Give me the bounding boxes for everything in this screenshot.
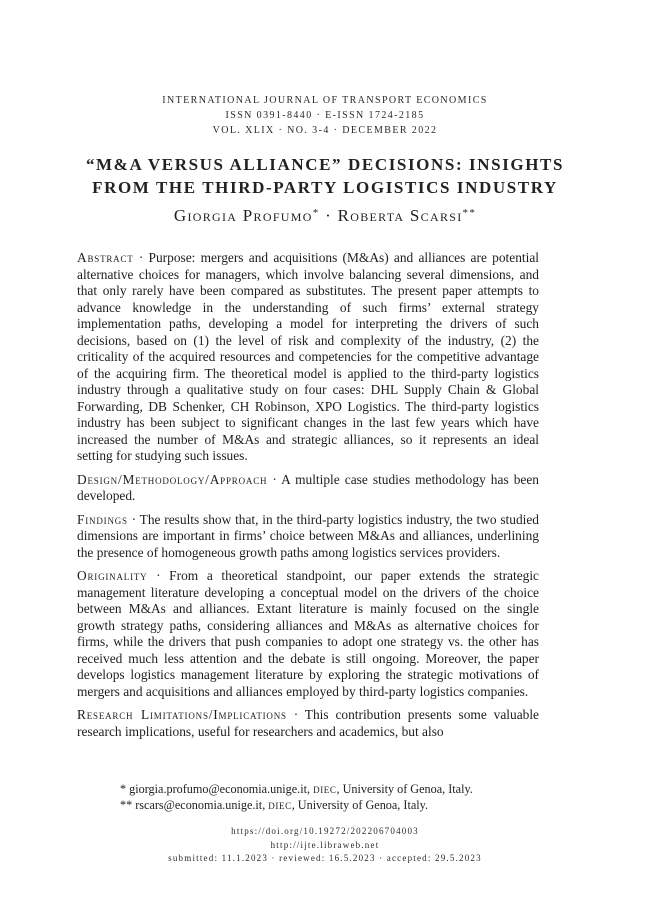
design-label: Design/Methodology/Approach	[77, 471, 268, 487]
originality-paragraph	[77, 568, 539, 700]
page-footer	[0, 825, 650, 866]
footnote-2-email: rscars@economia.unige.it,	[132, 798, 269, 812]
design-paragraph	[77, 472, 539, 505]
findings-label: Findings	[77, 511, 128, 527]
footnote-1-dept: diec	[313, 782, 337, 796]
footnote-2-affiliation: , University of Genoa, Italy.	[291, 798, 428, 812]
title-line-1: “M&A VERSUS ALLIANCE” DECISIONS: INSIGHTS	[85, 155, 565, 174]
limitations-paragraph	[77, 707, 539, 740]
author-mark-2: **	[462, 207, 477, 219]
author-name-2: Roberta Scarsi	[337, 206, 463, 225]
author-mark-1: *	[312, 207, 320, 219]
journal-header	[0, 93, 650, 138]
design-text: · A multiple case studies methodology has been developed.	[77, 471, 539, 503]
submission-dates: submitted: 11.1.2023 · reviewed: 16.5.2023 · accepted: 29.5.2023	[168, 853, 482, 863]
title-line-2: FROM THE THIRD-PARTY LOGISTICS INDUSTRY	[92, 178, 558, 197]
journal-name: INTERNATIONAL JOURNAL OF TRANSPORT ECONOMICS	[162, 95, 488, 106]
footnote-1-mark: *	[120, 782, 127, 796]
findings-text: · The results show that, in the third-party logistics industry, the two studied dimensions are important in firms’ choice between M&As and alliances, underlining the presence of homogeneous growth paths among logistics services providers.	[77, 511, 539, 560]
website-link[interactable]: http://ijte.libraweb.net	[270, 839, 380, 850]
journal-volume: VOL. XLIX · NO. 3-4 · DECEMBER 2022	[212, 125, 438, 136]
author-line	[0, 206, 650, 226]
footnote-2-mark: **	[120, 798, 133, 812]
abstract-paragraph	[77, 250, 539, 465]
limitations-label: Research Limitations/Implications	[77, 707, 287, 722]
findings-paragraph	[77, 512, 539, 562]
footnote-1	[120, 781, 540, 797]
doi-link[interactable]: https://doi.org/10.19272/202206704003	[231, 826, 419, 836]
footnote-1-email: giorgia.profumo@economia.unige.it,	[126, 782, 314, 796]
author-name-1: Giorgia Profumo	[173, 206, 313, 225]
originality-label: Originality	[77, 568, 148, 583]
originality-text: · From a theoretical standpoint, our paper extends the strategic management literature developing a conceptual model on the drivers of the choice between M&As and alliances. Extant literature is mainly focused on the single growth strategy paths, considering alliances and M&As as alternative choices for firms, while the drivers that push companies to adopt one strategy vs. the other has received much less attention and the debate is still ongoing. Moreover, the paper develops logistics management literature by exploring the strategic motivations of mergers and acquisitions and alliances employed by third-party logistics companies.	[77, 568, 539, 699]
author-separator: ·	[325, 206, 333, 225]
article-title	[0, 153, 650, 199]
footnote-2-dept: diec	[268, 798, 292, 812]
journal-issn: ISSN 0391-8440 · E-ISSN 1724-2185	[225, 110, 425, 121]
abstract-text: · Purpose: mergers and acquisitions (M&As) and alliances are potential alternative choices for managers, which involve balancing several dimensions, and that only rarely have been compared as substitutes. The present paper attempts to advance knowledge in the understanding of such firms’ external strategy implementation paths, developing a model for interpreting the drivers of such decisions, based on (1) the level of risk and complexity of the industry, (2) the criticality of the acquired resources and competencies for the competitive advantage of the acquiring firm. The theoretical model is applied to the third-party logistics industry through a qualitative study on four cases: DHL Supply Chain & Global Forwarding, DB Schenker, CH Robinson, XPO Logistics. The third-party logistics industry has been subject to significant changes in the last few years which have increased the number of M&As and strategic alliances, so it represents an ideal setting for studying such issues.	[77, 250, 539, 463]
abstract-body	[77, 250, 539, 747]
abstract-label: Abstract	[77, 250, 134, 265]
footnote-1-affiliation: , University of Genoa, Italy.	[336, 782, 473, 796]
limitations-text: · This contribution presents some valuable research implications, useful for researchers and academics, but also	[77, 707, 539, 739]
footnote-2	[120, 797, 540, 813]
footnotes	[120, 781, 540, 813]
